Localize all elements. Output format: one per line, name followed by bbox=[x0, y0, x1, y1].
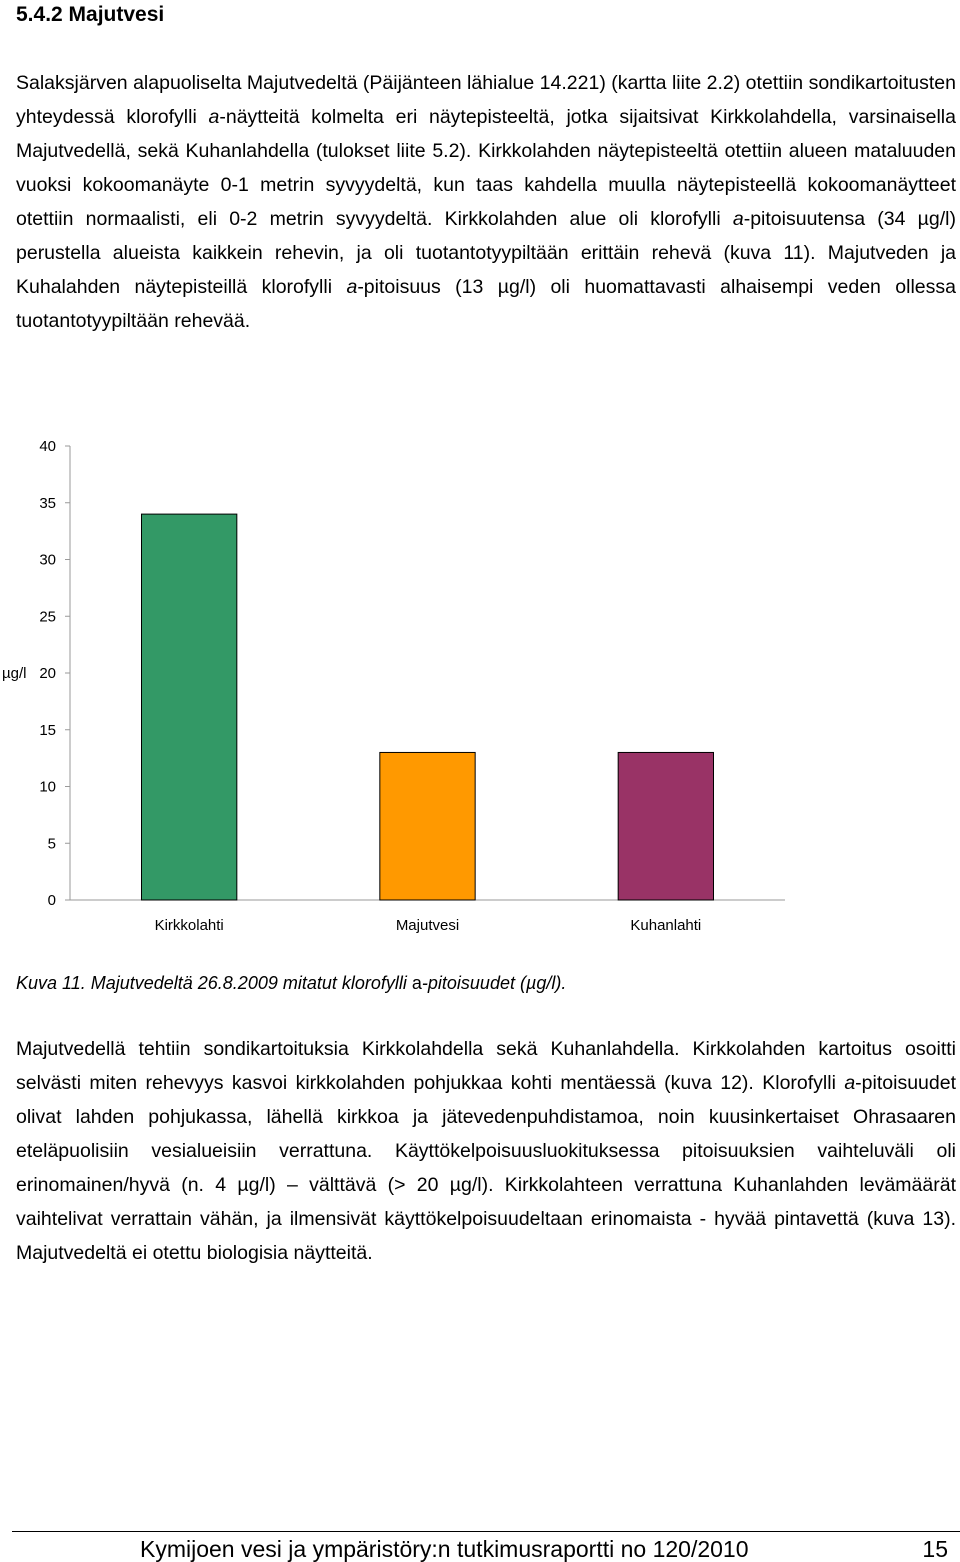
x-tick-label: Kuhanlahti bbox=[630, 917, 702, 934]
y-tick-label: 30 bbox=[39, 551, 56, 569]
paragraph-text: Salaksjärven alapuoliselta Majutvedeltä (Päijänteen lähialue 14.221) (kartta liite 2.2) otettiin sondikartoitusten yhteydessä klorofylli bbox=[16, 72, 956, 128]
paragraph-text: -pitoisuudet olivat lahden pohjukassa, lähellä kirkkoa ja jätevedenpuhdistamoa, noin kuusinkertaiset Ohrasaaren eteläpuolisiin vesialueisiin verrattuna. Käyttökelpoisuusluokituksessa pitoisuuksien vaihteluväli oli erinomainen/hyvä (n. 4 µg/l) – välttävä (> 20 µg/l). Kirkkolahteen verrattuna Kuhanlahden levämäärät vaihtelivat verrattain vähän, ja ilmensivät käyttökelpoisuudeltaan erinomaista - hyvää pintavettä (kuva 13). Majutvedeltä ei otettu biologisia näytteitä. bbox=[16, 1072, 956, 1264]
italic-a: a bbox=[844, 1072, 856, 1094]
y-tick-label: 40 bbox=[39, 438, 56, 455]
y-tick-label: 5 bbox=[47, 835, 56, 853]
x-tick-label: Majutvesi bbox=[395, 917, 460, 934]
italic-a: a bbox=[346, 276, 358, 298]
survey-paragraph bbox=[16, 1032, 956, 1270]
y-tick-label: 25 bbox=[39, 608, 56, 626]
footer-report-title: Kymijoen vesi ja ympäristöry:n tutkimusraportti no 120/2010 bbox=[140, 1536, 749, 1562]
y-tick-label: 10 bbox=[39, 778, 56, 796]
y-tick-label: 20 bbox=[39, 665, 56, 682]
caption-symbol: a bbox=[411, 973, 422, 993]
intro-paragraph bbox=[16, 66, 956, 338]
italic-a: a bbox=[208, 106, 220, 128]
chlorophyll-bar-chart bbox=[0, 430, 960, 950]
bar-majutvesi bbox=[380, 752, 475, 900]
paragraph-text: -pitoisuus (13 µg/l) oli huomattavasti alhaisempi veden ollessa tuotantotyypiltään rehevää. bbox=[16, 276, 956, 332]
x-tick-label: Kirkkolahti bbox=[154, 917, 224, 934]
y-tick-label: 35 bbox=[39, 494, 56, 512]
paragraph-text: Majutvedellä tehtiin sondikartoituksia Kirkkolahdella sekä Kuhanlahdella. Kirkkolahden kartoitus osoitti selvästi miten rehevyys kasvoi kirkkolahden pohjukkaa kohti mentäessä (kuva 12). Klorofylli bbox=[16, 1038, 956, 1094]
figure-caption bbox=[16, 970, 566, 996]
page-number: 15 bbox=[922, 1536, 948, 1562]
paragraph-text: -näytteitä kolmelta eri näytepisteeltä, jotka sijaitsivat Kirkkolahdella, varsinaisella Majutvedellä, sekä Kuhanlahdella (tulokset liite 5.2). Kirkkolahden näytepisteeltä otettiin alueen mataluuden vuoksi kokoomanäyte 0-1 metrin syvyydeltä, kun taas kahdella muulla näytepisteellä kokoomanäytteet otettiin normaalisti, eli 0-2 metrin syvyydeltä. Kirkkolahden alue oli klorofylli bbox=[16, 106, 956, 230]
bar-kirkkolahti bbox=[142, 514, 237, 900]
caption-text: -pitoisuudet (µg/l). bbox=[421, 973, 567, 993]
y-axis-label: µg/l bbox=[2, 665, 27, 682]
y-tick-label: 0 bbox=[47, 892, 56, 909]
caption-text: Kuva 11. Majutvedeltä 26.8.2009 mitatut klorofylli bbox=[16, 973, 412, 993]
footer-divider bbox=[12, 1531, 960, 1532]
section-heading: 5.4.2 Majutvesi bbox=[16, 3, 165, 26]
italic-a: a bbox=[732, 208, 744, 230]
paragraph-text: -pitoisuutensa (34 µg/l) perustella alueista kaikkein rehevin, ja oli tuotantotyypiltään erittäin rehevä (kuva 11). Majutveden ja Kuhalahden näytepisteillä klorofylli bbox=[16, 208, 956, 298]
y-tick-label: 15 bbox=[39, 721, 56, 739]
bar-kuhanlahti bbox=[618, 752, 713, 900]
